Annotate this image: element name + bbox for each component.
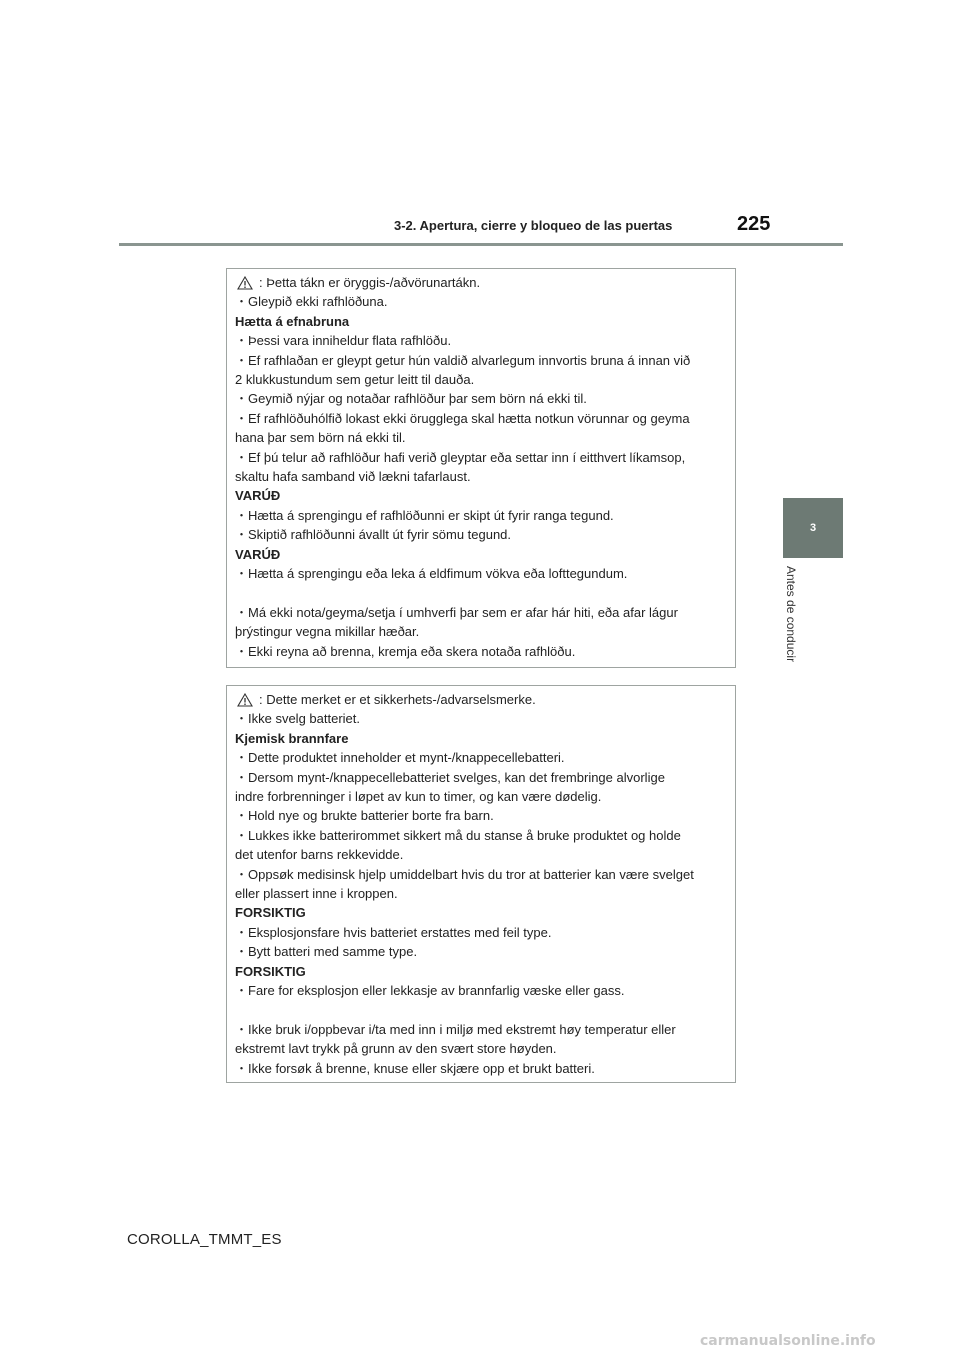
- warning-lines: [235, 292, 725, 661]
- warning-line: ・Ef þú telur að rafhlöður hafi verið gleyptar eða settar inn í eitthvert líkamsop,: [235, 449, 686, 465]
- watermark: carmanualsonline.info: [700, 1333, 876, 1349]
- warning-line: ・Hætta á sprengingu eða leka á eldfimum vökva eða lofttegundum.: [235, 566, 628, 582]
- warning-intro-line: [235, 273, 725, 292]
- header-divider: [119, 243, 843, 246]
- warning-intro-text: : Dette merket er et sikkerhets-/advarselsmerke.: [259, 692, 536, 707]
- warning-box-icelandic: [226, 268, 736, 668]
- chapter-number: 3: [809, 522, 817, 534]
- warning-line: ・Ikke bruk i/oppbevar i/ta med inn i miljø med ekstremt høy temperatur eller: [235, 1021, 676, 1037]
- section-title: 3-2. Apertura, cierre y bloqueo de las puertas: [394, 218, 673, 233]
- warning-line: ・Dette produktet inneholder et mynt-/knappecellebatteri.: [235, 750, 565, 766]
- warning-intro-line: [235, 690, 725, 709]
- warning-box-norwegian: [226, 685, 736, 1083]
- warning-heading: Kjemisk brannfare: [235, 730, 349, 746]
- warning-line: ・Dersom mynt-/knappecellebatteriet svelges, kan det frembringe alvorlige: [235, 769, 665, 785]
- warning-line: ・Fare for eksplosjon eller lekkasje av brannfarlig væske eller gass.: [235, 983, 625, 999]
- warning-line: ・Geymið nýjar og notaðar rafhlöður þar sem börn ná ekki til.: [235, 391, 587, 407]
- warning-line: ・Má ekki nota/geyma/setja í umhverfi þar sem er afar hár hiti, eða afar lágur: [235, 604, 678, 620]
- warning-line: 2 klukkustundum sem getur leitt til dauða.: [235, 372, 475, 388]
- warning-line: ・Hætta á sprengingu ef rafhlöðunni er skipt út fyrir ranga tegund.: [235, 507, 614, 523]
- warning-line: ・Gleypið ekki rafhlöðuna.: [235, 294, 388, 310]
- footer-model-code: COROLLA_TMMT_ES: [127, 1231, 282, 1248]
- blank-line: [235, 584, 725, 603]
- warning-line: ・Bytt batteri med samme type.: [235, 944, 418, 960]
- warning-line: ・Ekki reyna að brenna, kremja eða skera notaða rafhlöðu.: [235, 643, 576, 659]
- warning-line: ・Ikke forsøk å brenne, knuse eller skjære opp et brukt batteri.: [235, 1060, 595, 1076]
- warning-line: ・Skiptið rafhlöðunni ávallt út fyrir sömu tegund.: [235, 527, 512, 543]
- warning-line: ・Ef rafhlaðan er gleypt getur hún valdið alvarlegum innvortis bruna á innan við: [235, 352, 691, 368]
- warning-line: ・Ef rafhlöðuhólfið lokast ekki örugglega skal hætta notkun vörunnar og geyma: [235, 410, 690, 426]
- warning-triangle-icon: [237, 276, 253, 290]
- warning-line: skaltu hafa samband við lækni tafarlaust.: [235, 469, 471, 485]
- warning-heading: VARÚÐ: [235, 546, 281, 562]
- chapter-label-text: Antes de conducir: [784, 566, 798, 663]
- warning-heading: FORSIKTIG: [235, 963, 306, 979]
- chapter-tab[interactable]: [783, 498, 843, 558]
- warning-triangle-icon: [237, 693, 253, 707]
- warning-heading: Hætta á efnabruna: [235, 313, 350, 329]
- blank-line: [235, 1001, 725, 1020]
- warning-line: ・Ikke svelg batteriet.: [235, 711, 360, 727]
- warning-line: ・Þessi vara inniheldur flata rafhlöðu.: [235, 333, 452, 349]
- warning-line: ・Lukkes ikke batterirommet sikkert må du stanse å bruke produktet og holde: [235, 827, 681, 843]
- page-number: 225: [737, 213, 771, 235]
- warning-line: ekstremt lavt trykk på grunn av den svært store høyden.: [235, 1041, 557, 1057]
- warning-line: þrýstingur vegna mikillar hæðar.: [235, 624, 420, 640]
- warning-line: ・Eksplosjonsfare hvis batteriet erstattes med feil type.: [235, 924, 552, 940]
- warning-lines: [235, 709, 725, 1078]
- warning-line: ・Hold nye og brukte batterier borte fra barn.: [235, 808, 494, 824]
- warning-line: det utenfor barns rekkevidde.: [235, 847, 404, 863]
- warning-heading: FORSIKTIG: [235, 905, 306, 921]
- warning-line: ・Oppsøk medisinsk hjelp umiddelbart hvis du tror at batterier kan være svelget: [235, 866, 694, 882]
- chapter-label: [778, 566, 818, 686]
- warning-intro-text: : Þetta tákn er öryggis-/aðvörunartákn.: [259, 275, 481, 290]
- warning-line: eller plassert inne i kroppen.: [235, 886, 398, 902]
- warning-heading: VARÚÐ: [235, 488, 281, 504]
- warning-line: hana þar sem börn ná ekki til.: [235, 430, 406, 446]
- warning-line: indre forbrenninger i løpet av kun to timer, og kan være dødelig.: [235, 789, 602, 805]
